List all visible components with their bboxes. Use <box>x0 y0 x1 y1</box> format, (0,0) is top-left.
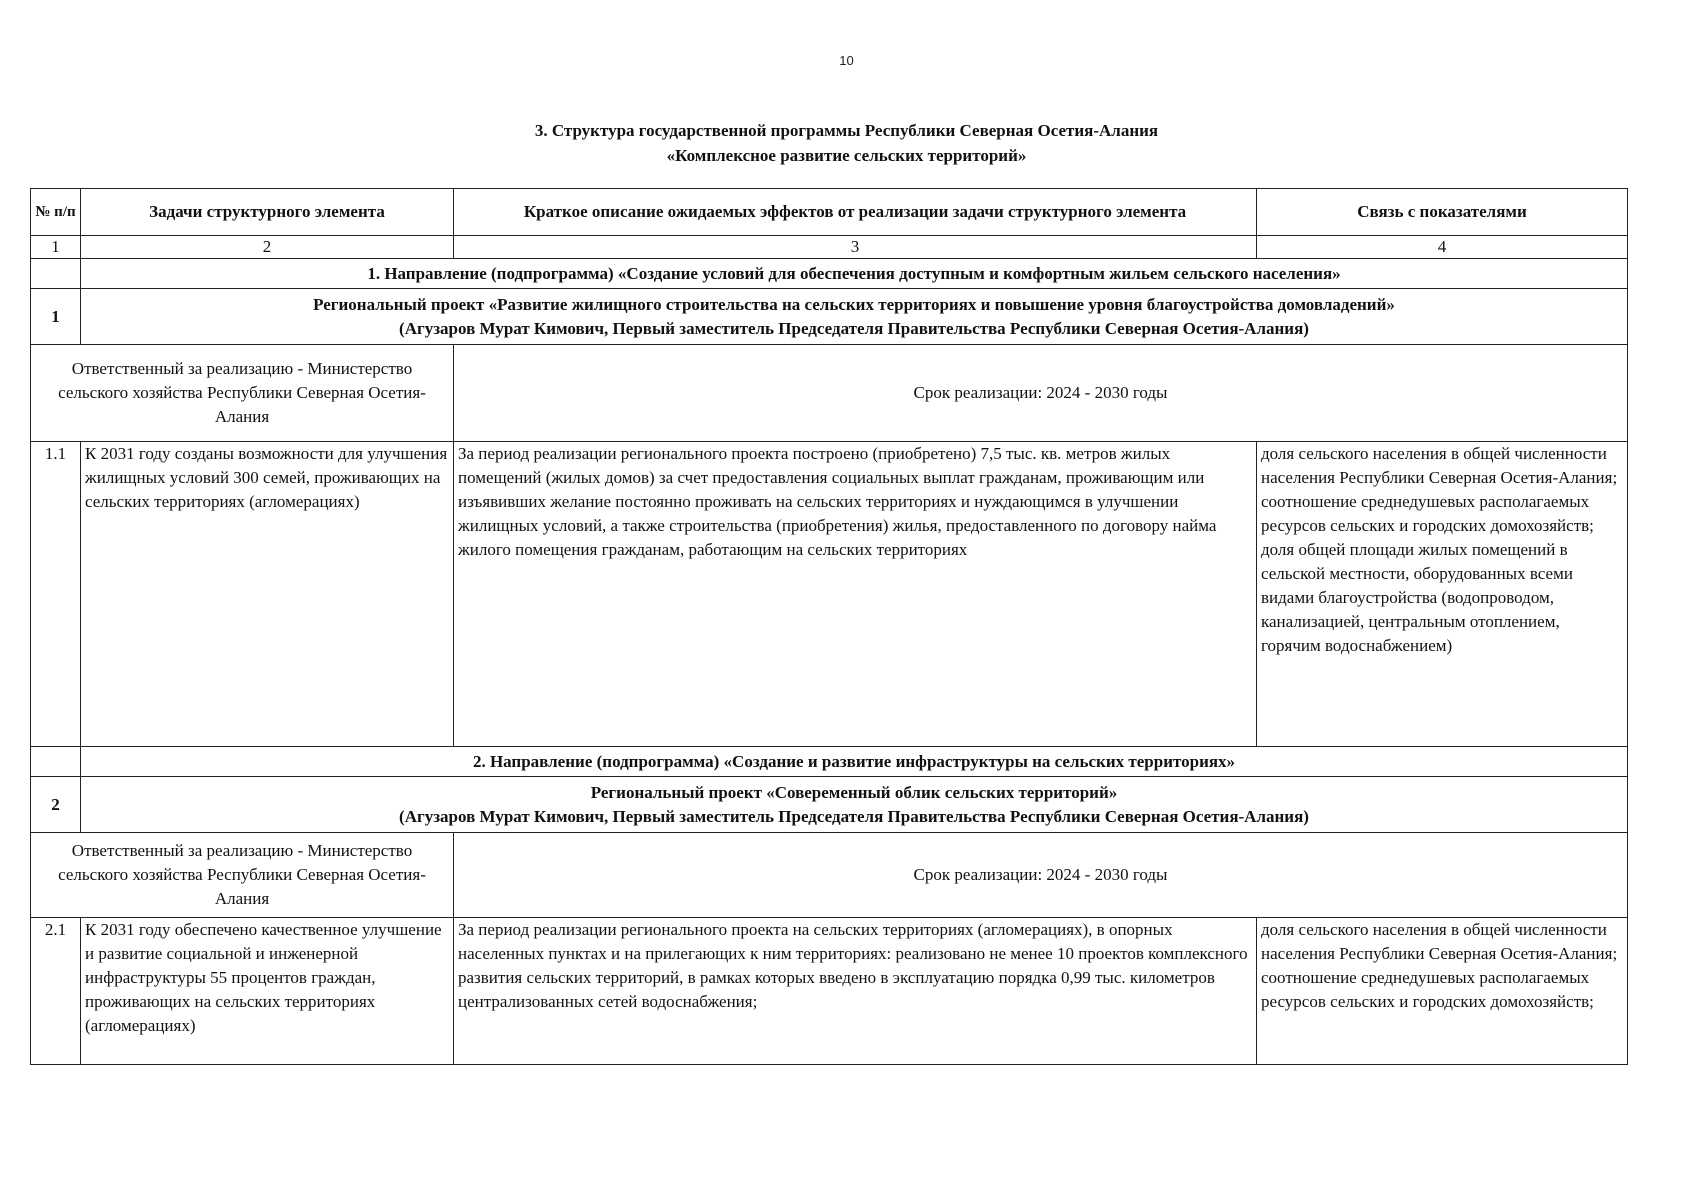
direction-row-2 <box>31 747 1628 777</box>
document-title <box>0 118 1693 168</box>
project-row-1 <box>31 289 1628 345</box>
table-header-row <box>31 189 1628 236</box>
direction-row-1 <box>31 259 1628 289</box>
task-text-1-1: К 2031 году созданы возможности для улучшения жилищных условий 300 семей, проживающих на сельских территориях (агломерациях) <box>81 442 454 747</box>
responsible-row-2 <box>31 833 1628 918</box>
direction-num-cell <box>31 259 81 289</box>
indicators-text-1-1: доля сельского населения в общей численности населения Республики Северная Осетия-Алания; соотношение среднедушевых располагаемых ресурсов сельских и городских домохозяйств; доля общей площади жилых помещений в сельской местности, оборудованных всеми видами благоустройства (водопроводом, канализацией, центральным отоплением, горячим водоснабжением) <box>1257 442 1628 747</box>
col-number-3: 3 <box>454 236 1257 259</box>
project-curator-2: (Агузаров Мурат Кимович, Первый заместитель Председателя Правительства Республики Северная Осетия-Алания) <box>399 806 1309 826</box>
project-name-2: Региональный проект «Совеременный облик сельских территорий» <box>590 782 1118 802</box>
project-num-2: 2 <box>31 777 81 833</box>
project-row-2 <box>31 777 1628 833</box>
indicators-text-2-1: доля сельского населения в общей численности населения Республики Северная Осетия-Алания; соотношение среднедушевых располагаемых ресурсов сельских и городских домохозяйств; <box>1257 918 1628 1065</box>
project-num-1: 1 <box>31 289 81 345</box>
title-line-2: «Комплексное развитие сельских территорий» <box>666 146 1027 165</box>
col-number-2: 2 <box>81 236 454 259</box>
term-1: Срок реализации: 2024 - 2030 годы <box>454 345 1628 442</box>
direction-num-cell <box>31 747 81 777</box>
direction-title-2: 2. Направление (подпрограмма) «Создание и развитие инфраструктуры на сельских территориях» <box>81 747 1628 777</box>
header-num: № п/п <box>31 189 81 236</box>
project-name-1: Региональный проект «Развитие жилищного строительства на сельских территориях и повышение уровня благоустройства домовладений» <box>313 294 1395 314</box>
project-curator-1: (Агузаров Мурат Кимович, Первый заместитель Председателя Правительства Республики Северная Осетия-Алания) <box>399 318 1309 338</box>
title-line-1: 3. Структура государственной программы Республики Северная Осетия-Алания <box>534 121 1159 140</box>
project-title-1 <box>81 289 1628 345</box>
header-indicators: Связь с показателями <box>1257 189 1628 236</box>
task-row-1-1 <box>31 442 1628 747</box>
effect-text-2-1: За период реализации регионального проекта на сельских территориях (агломерациях), в опорных населенных пунктах и на прилегающих к ним территориях: реализовано не менее 10 проектов комплексного развития сельских территорий, в рамках которых введено в эксплуатацию порядка 0,99 тыс. километров централизованных сетей водоснабжения; <box>454 918 1257 1065</box>
project-title-2 <box>81 777 1628 833</box>
header-tasks: Задачи структурного элемента <box>81 189 454 236</box>
effect-text-1-1: За период реализации регионального проекта построено (приобретено) 7,5 тыс. кв. метров жилых помещений (жилых домов) за счет предоставления социальных выплат гражданам, проживающим или изъявивших желание постоянно проживать на сельских территориях и нуждающимся в улучшении жилищных условий, а также строительства (приобретения) жилья, предоставленного по договору найма жилого помещения гражданам, работающим на сельских территориях <box>454 442 1257 747</box>
responsible-1: Ответственный за реализацию - Министерство сельского хозяйства Республики Северная Осетия-Алания <box>31 345 454 442</box>
task-row-2-1 <box>31 918 1628 1065</box>
task-num-2-1: 2.1 <box>31 918 81 1065</box>
col-number-1: 1 <box>31 236 81 259</box>
page-number: 10 <box>839 53 854 68</box>
program-structure-table <box>30 188 1628 1065</box>
task-num-1-1: 1.1 <box>31 442 81 747</box>
responsible-row-1 <box>31 345 1628 442</box>
task-text-2-1: К 2031 году обеспечено качественное улучшение и развитие социальной и инженерной инфраструктуры 55 процентов граждан, проживающих на сельских территориях (агломерациях) <box>81 918 454 1065</box>
column-numbers-row <box>31 236 1628 259</box>
term-2: Срок реализации: 2024 - 2030 годы <box>454 833 1628 918</box>
header-effects: Краткое описание ожидаемых эффектов от реализации задачи структурного элемента <box>454 189 1257 236</box>
col-number-4: 4 <box>1257 236 1628 259</box>
direction-title-1: 1. Направление (подпрограмма) «Создание условий для обеспечения доступным и комфортным жильем сельского населения» <box>81 259 1628 289</box>
responsible-2: Ответственный за реализацию - Министерство сельского хозяйства Республики Северная Осетия-Алания <box>31 833 454 918</box>
